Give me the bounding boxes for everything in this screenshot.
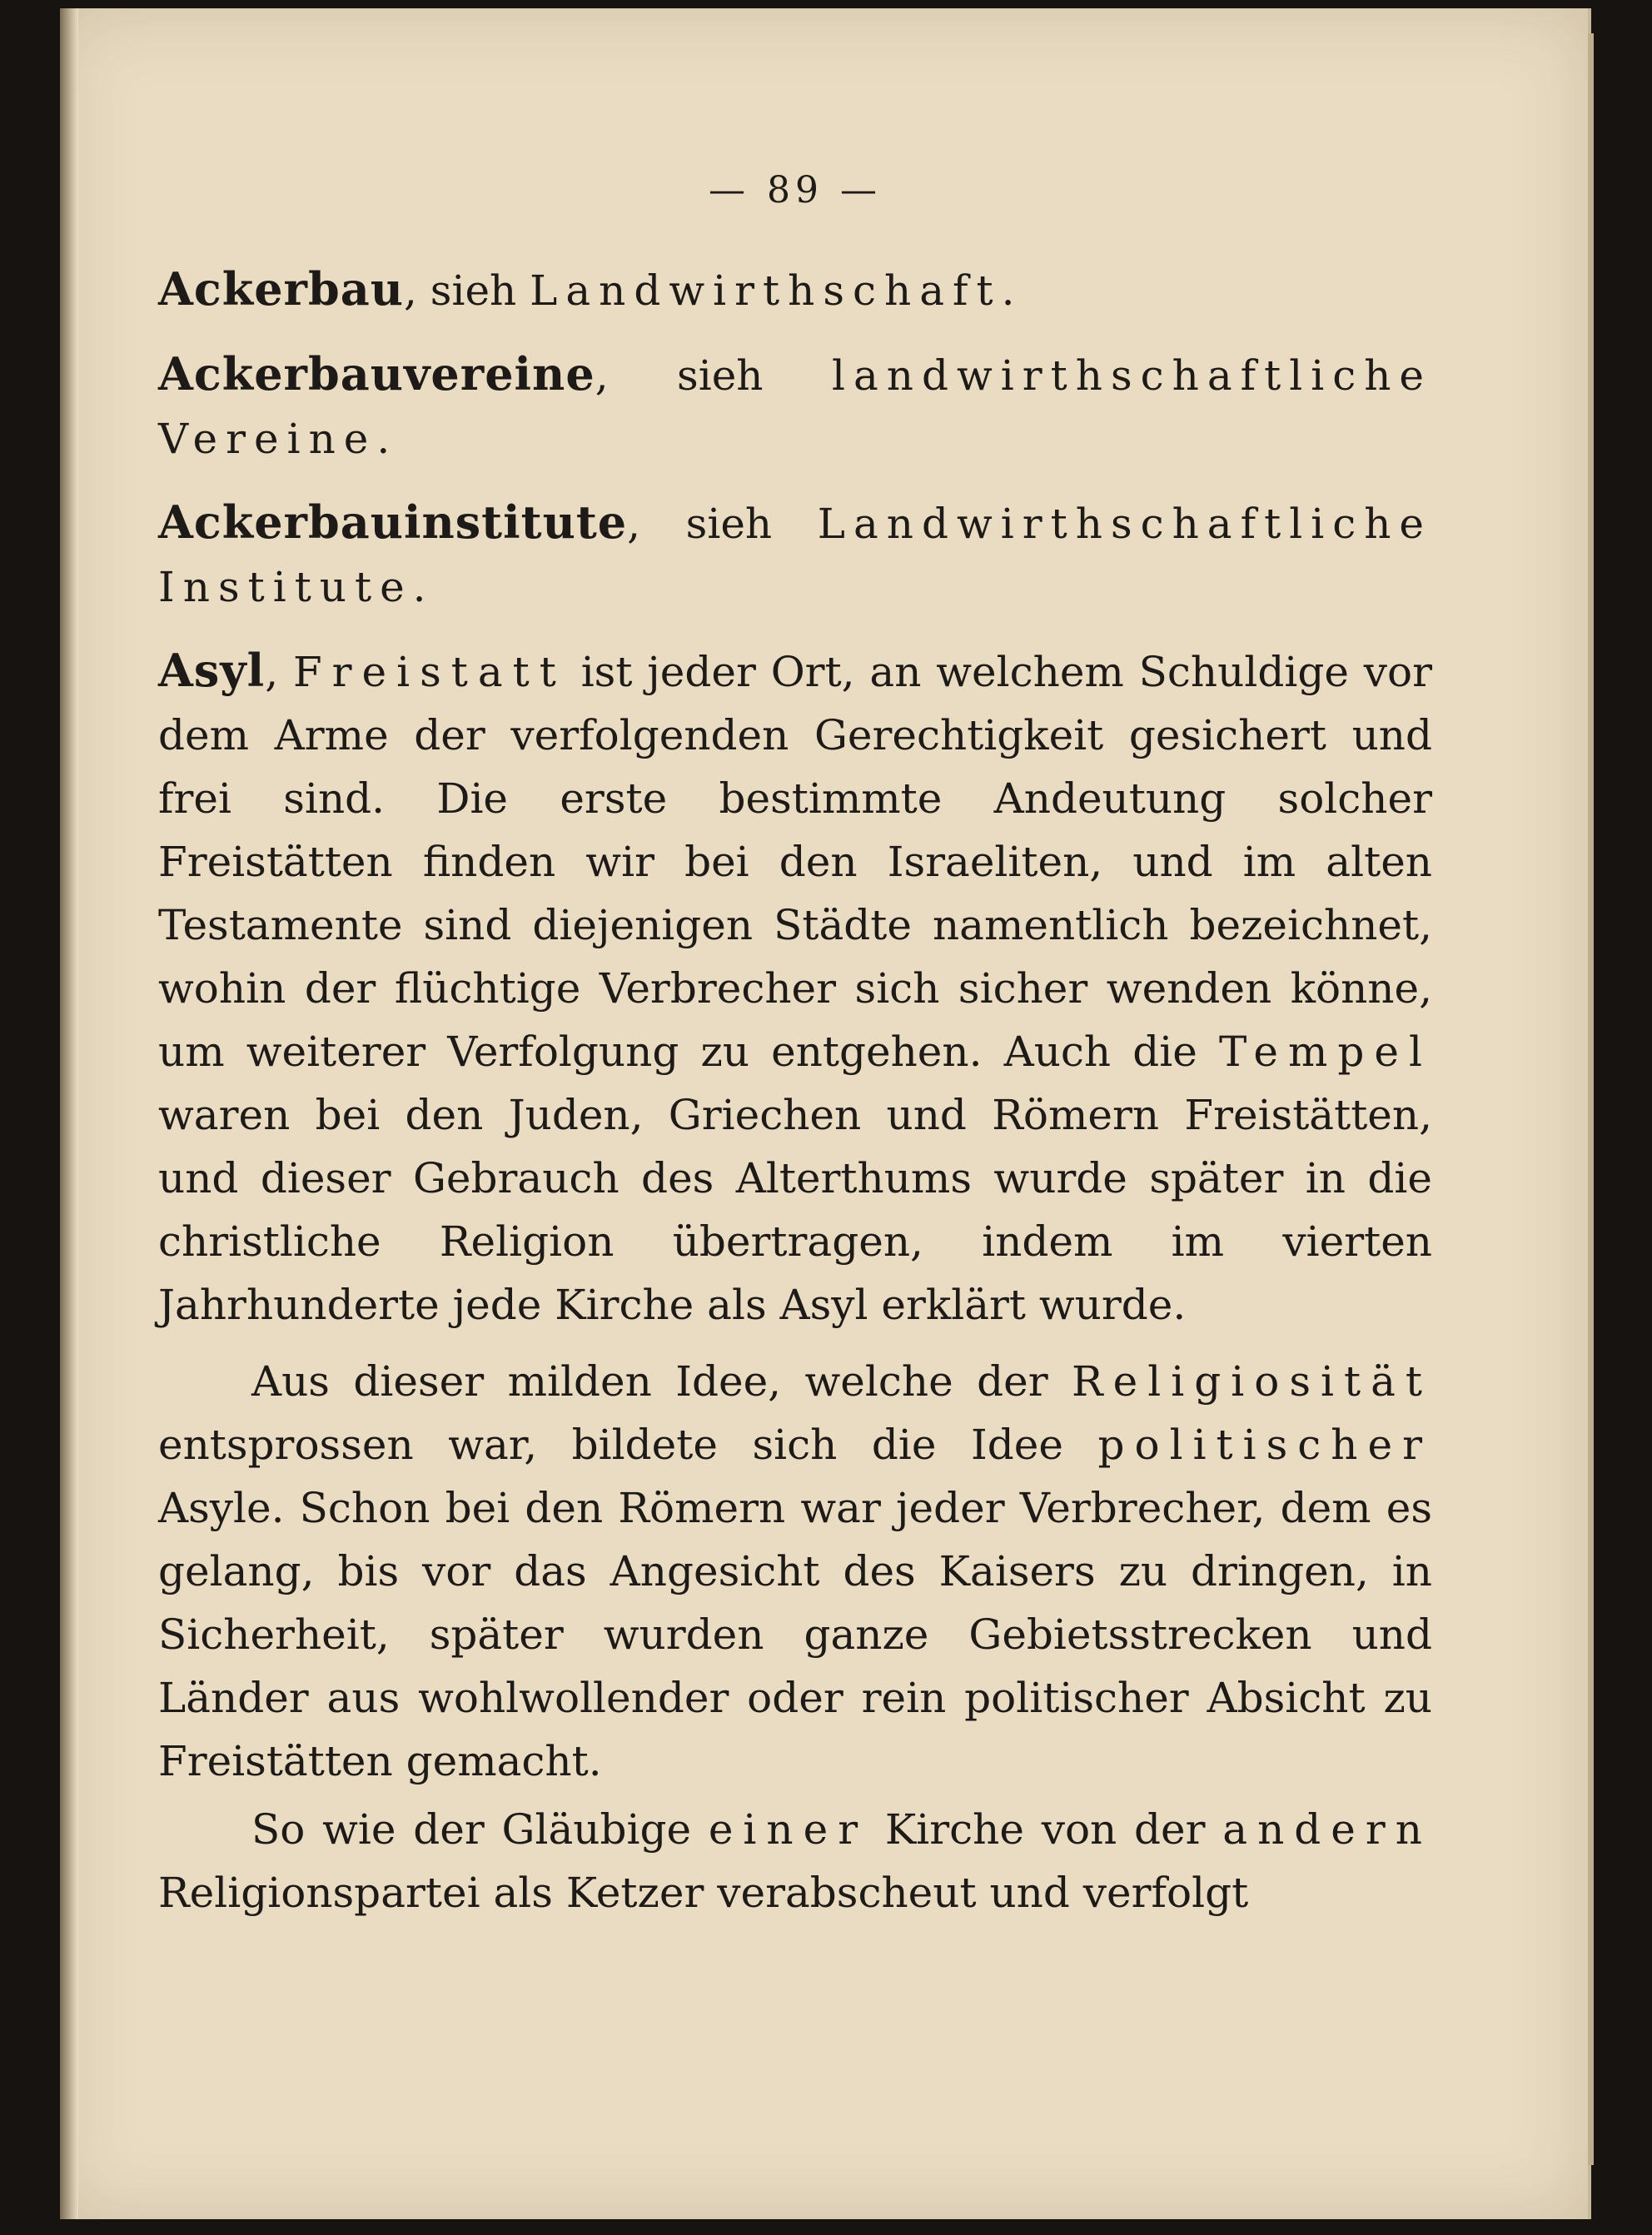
entry-reference: Landwirthschaft. xyxy=(530,266,1023,316)
entry-separator: , sieh xyxy=(595,351,832,401)
page-number: — 89 — xyxy=(709,169,882,212)
body-text: Asyle. Schon bei den Römern war jeder Verbrecher, dem es gelang, bis vor das Angesicht des Kaisers zu dringen, in Sicherheit, später wurden ganze Gebietsstrecken und Länder aus wohlwollender oder rein politischer Absicht zu Freistätten gemacht. xyxy=(158,1484,1432,1786)
spaced-word: Religiosität xyxy=(1072,1357,1432,1406)
book-page xyxy=(60,8,1591,2219)
entry-ackerbauvereine xyxy=(158,342,1432,470)
paragraph-political-asylum xyxy=(158,1350,1432,1793)
entry-lemma: Ackerbauinstitute xyxy=(158,495,628,550)
body-text: Aus dieser milden Idee, welche der xyxy=(251,1357,1072,1406)
body-text: So wie der Gläubige xyxy=(251,1805,709,1854)
entry-lemma: Ackerbau xyxy=(158,262,405,316)
entry-separator: , xyxy=(265,648,293,697)
entry-ackerbauinstitute xyxy=(158,490,1432,619)
entry-separator: , sieh xyxy=(404,266,530,316)
entry-lemma: Asyl xyxy=(158,644,266,698)
spaced-word: Freistatt xyxy=(292,648,566,697)
entry-lemma: Ackerbauvereine xyxy=(158,347,595,401)
body-text: Religionspartei als Ketzer verabscheut und verfolgt xyxy=(158,1869,1249,1918)
entry-ackerbau xyxy=(158,257,1432,322)
body-text: waren bei den Juden, Griechen und Römern Freistätten, und dieser Gebrauch des Alterthums wurde später in die christliche Religion übertragen, indem im vierten Jahrhunderte jede Kirche als Asyl erklärt wurde. xyxy=(158,1091,1432,1330)
body-text: Kirche von der xyxy=(868,1805,1223,1854)
page-edge xyxy=(1588,33,1594,2165)
spaced-word: andern xyxy=(1222,1805,1432,1854)
page-text xyxy=(158,171,1432,1924)
spaced-word: Tempel xyxy=(1218,1028,1432,1077)
paragraph-heretic xyxy=(158,1798,1432,1924)
entry-reference: Landwirthschaftliche Institute. xyxy=(158,500,1432,612)
spaced-word: einer xyxy=(708,1805,868,1854)
entry-reference: landwirthschaftliche Vereine. xyxy=(158,351,1432,464)
body-text: entsprossen war, bildete sich die Idee xyxy=(158,1421,1098,1470)
spaced-word: politischer xyxy=(1097,1421,1432,1470)
entry-asyl xyxy=(158,639,1432,1337)
body-text: ist jeder Ort, an welchem Schuldige vor dem Arme der verfolgenden Gerechtigkeit gesichert und frei sind. Die erste bestimmte Andeutung solcher Freistätten finden wir bei den Israeliten, und im alten Testamente sind diejenigen Städte namentlich bezeichnet, wohin der flüchtige Verbrecher sich sicher wenden könne, um weiterer Verfolgung zu entgehen. Auch die xyxy=(158,648,1432,1077)
binding-gutter xyxy=(60,8,78,2219)
entry-separator: , sieh xyxy=(627,500,818,549)
